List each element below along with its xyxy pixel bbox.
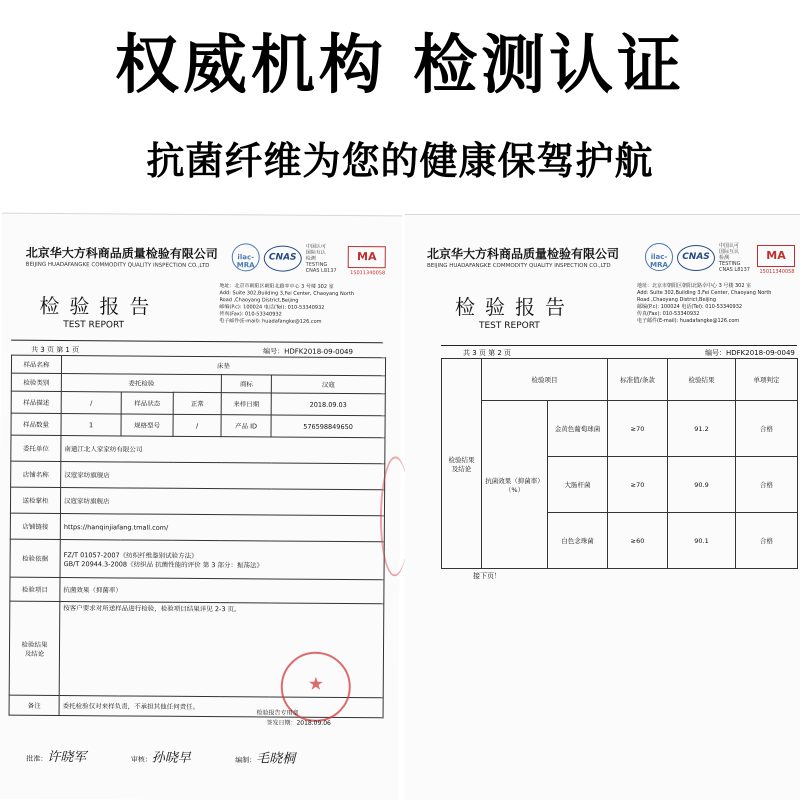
value-date: 2018.09.03 xyxy=(271,393,385,416)
label-date: 来样日期 xyxy=(221,393,271,415)
label-basis: 检验依据 xyxy=(10,539,60,577)
label-pid: 产品 ID xyxy=(221,415,271,437)
table-row-verdict: 合格 xyxy=(736,401,798,457)
table-row-verdict: 合格 xyxy=(736,513,798,569)
label-sender: 送检掌柜 xyxy=(10,487,60,513)
page-info: 共 3 页 第 1 页 xyxy=(31,345,80,355)
org-name-en: BEIJING HUADAFANGKE COMMODITY QUALITY INSPECTION CO.,LTD xyxy=(427,263,611,269)
table-row-standard: ≥60 xyxy=(608,513,668,569)
value-qty: 1 xyxy=(61,414,121,436)
value-test-item: 抗菌效果（抑菌率） xyxy=(60,578,384,604)
cma-logo-icon: MA xyxy=(348,246,386,268)
report-page-1 xyxy=(0,213,402,800)
ilac-logo-icon: ilac-MRA xyxy=(232,243,260,271)
table-row-organism: 金黄色葡萄球菌 xyxy=(548,401,608,457)
value-model: / xyxy=(173,414,221,436)
value-shop: 汉寇家纺旗舰店 xyxy=(61,462,385,490)
label-client: 委托单位 xyxy=(11,435,61,461)
label-shop: 店铺名称 xyxy=(11,461,61,487)
report-title-cn: 检验报告 xyxy=(455,295,575,319)
value-remark: 委托检验仅对来样负责，不承担其他任何责任。 xyxy=(59,696,383,718)
signatures: 批准：许晓军 审核：孙晓早 编制：毛晓桐 xyxy=(26,749,296,767)
header-verdict: 单项判定 xyxy=(736,359,798,401)
results-side-label: 检验结果 及结论 xyxy=(442,359,482,569)
review-signature: 孙晓早 xyxy=(151,750,191,766)
header-result: 检验结果 xyxy=(668,359,736,401)
table-row-standard: ≥70 xyxy=(608,457,668,513)
value-client: 南通江北人家家纺有限公司 xyxy=(61,436,385,464)
header-standard: 标准值/条款 xyxy=(608,359,668,401)
report-title-en: TEST REPORT xyxy=(63,320,125,331)
table-row-organism: 白色念珠菌 xyxy=(548,513,608,569)
cma-number: 15011340058 xyxy=(759,269,795,275)
value-link: https://hanqinjiafang.tmall.com/ xyxy=(60,514,384,542)
value-sender: 汉寇家纺旗舰店 xyxy=(60,488,384,516)
org-name-en: BEIJING HUADAFANGKE COMMODITY QUALITY INSPECTION CO.,LTD xyxy=(25,261,210,270)
cnas-ref: 中国认可 国际互认 检测 TESTING CNAS L8137 xyxy=(719,243,750,273)
edit-signature: 毛晓桐 xyxy=(256,751,296,767)
label-qty: 样品数量 xyxy=(11,413,61,435)
label-test-type: 检验类别 xyxy=(11,373,61,391)
value-sample-name: 床垫 xyxy=(61,356,385,376)
official-stamp-icon: ★ xyxy=(281,652,351,722)
cnas-logo-icon: CNAS xyxy=(264,245,302,271)
stamp-label: 检验报告专用章 xyxy=(256,709,299,717)
headline-subtitle: 抗菌纤维为您的健康保驾护航 xyxy=(146,139,654,183)
cnas-logo-icon: CNAS xyxy=(677,245,715,271)
label-model: 规格型号 xyxy=(121,414,173,436)
label-sample-name: 样品名称 xyxy=(11,355,61,373)
value-state: 正常 xyxy=(173,392,221,414)
report-page-2 xyxy=(405,214,800,800)
table-row-standard: ≥70 xyxy=(608,401,668,457)
page-info: 共 3 页 第 2 页 xyxy=(463,349,512,357)
org-name-cn: 北京华大方科商品质量检验有限公司 xyxy=(427,247,620,261)
header-item: 检验项目 xyxy=(482,359,608,401)
report-title-en: TEST REPORT xyxy=(479,321,540,331)
report-serial: 编号：HDFK2018-09-0049 xyxy=(705,349,795,357)
label-link: 店铺链接 xyxy=(10,513,60,539)
label-test-item: 检验项目 xyxy=(10,577,60,601)
divider xyxy=(441,345,797,346)
approve-signature: 许晓军 xyxy=(47,749,87,766)
report-title-cn: 检验报告 xyxy=(39,293,160,319)
results-table xyxy=(441,358,798,569)
table-row-result: 91.2 xyxy=(668,401,736,457)
table-row-verdict: 合格 xyxy=(736,457,798,513)
table-row-result: 90.1 xyxy=(668,513,736,569)
issue-date: 签发日期：2018.09.06 xyxy=(266,719,331,727)
org-address: 地址：北京市朝阳区朝阳北路幸中心 3 号楼 302 室 Add: Suite 302,Building 3,Fei Center, Chaoyang North Road ,Chaoyang District,Beijing 邮编(P.c): 100024 电话(Tel): 010-53340932 传真(Fax): 010-53340932 电子邮件(E-mail): huadafangke@126.com xyxy=(219,283,354,325)
divider xyxy=(11,340,383,344)
value-desc: / xyxy=(61,392,121,414)
label-desc: 样品描述 xyxy=(11,391,61,413)
value-pid: 576598849650 xyxy=(271,415,385,438)
value-test-type: 委托检验 xyxy=(61,374,221,393)
report-serial: 编号：HDFK2018-09-0049 xyxy=(263,347,353,357)
value-basis: FZ/T 01057-2007《纺织纤维鉴别试验方法》 GB/T 20944.3-2008《纺织品 抗菌性能的评价 第 3 部分：振荡法》 xyxy=(60,540,384,580)
org-name-cn: 北京华大方科商品质量检验有限公司 xyxy=(25,245,218,262)
value-conclusion: 按客户要求对所送样品进行检验，检验项目结果详见 2-3 页。 xyxy=(59,602,384,698)
ilac-logo-icon: ilac-MRA xyxy=(645,243,673,271)
label-brand: 商标 xyxy=(221,375,271,393)
continued-note: 接下页！ xyxy=(473,572,501,580)
cnas-ref: 中国认可 国际互认 检测 TESTING CNAS L8137 xyxy=(305,243,337,274)
table-row-organism: 大肠杆菌 xyxy=(548,457,608,513)
org-address: 地址：北京市朝阳区朝阳北路幸中心 3 号楼 302 室 Add: Suite 302,Building 3,Fei Center, Chaoyang North Road ,Chaoyang District,Beijing 邮编(P.c): 100024 电话(Tel): 010-53340932 传真(Fax): 010-53340932 电子邮件(E-mail): huadafangke@126.com xyxy=(637,283,772,324)
cma-number: 15011340058 xyxy=(350,270,386,277)
value-brand: 汉寇 xyxy=(271,375,385,394)
group-antibacterial: 抗菌效果（抑菌率） （%） xyxy=(482,401,548,569)
headline-title: 权威机构 检测认证 xyxy=(114,29,686,103)
label-state: 样品状态 xyxy=(121,392,173,414)
label-conclusion: 检验结果 及结论 xyxy=(9,601,60,695)
table-row-result: 90.9 xyxy=(668,457,736,513)
cma-logo-icon: MA xyxy=(757,245,795,267)
label-remark: 备注 xyxy=(9,695,59,715)
